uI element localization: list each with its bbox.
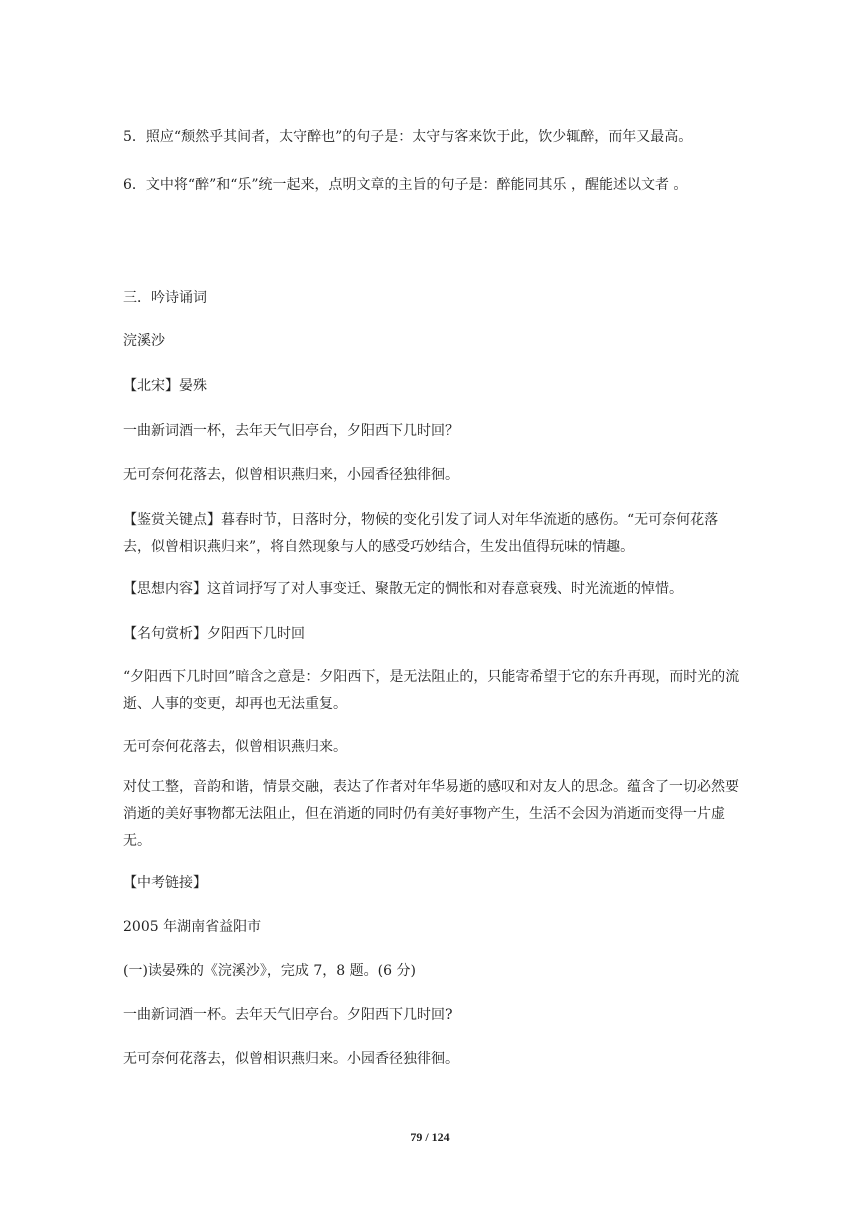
theme-paragraph: 【思想内容】这首词抒写了对人事变迁、聚散无定的惆怅和对春意衰残、时光流逝的悼惜。 xyxy=(123,581,683,597)
exam-link-heading: 【中考链接】 xyxy=(123,875,207,891)
exam-question: (一)读晏殊的《浣溪沙》，完成 7，8 题。(6 分) xyxy=(123,963,416,979)
famous-line-analysis: “夕阳西下几时回”暗含之意是：夕阳西下，是无法阻止的，只能寄希望于它的东升再现，而时光的流逝、人事的变更，却再也无法重复。 xyxy=(123,669,740,712)
poem-line-2: 无可奈何花落去，似曾相识燕归来，小园香径独徘徊。 xyxy=(123,467,459,483)
exam-poem-line-1: 一曲新词酒一杯。去年天气旧亭台。夕阳西下几时回? xyxy=(123,1007,453,1023)
poem-author: 【北宋】晏殊 xyxy=(123,378,207,394)
page-current: 79 xyxy=(410,1130,423,1144)
poem-line-1: 一曲新词酒一杯，去年天气旧亭台，夕阳西下几时回？ xyxy=(123,423,459,439)
exam-poem-line-2: 无可奈何花落去，似曾相识燕归来。小园香径独徘徊。 xyxy=(123,1051,459,1067)
page-number xyxy=(0,1130,860,1145)
page-separator: / xyxy=(422,1130,432,1144)
appreciation-paragraph: 【鉴赏关键点】暮春时节，日落时分，物候的变化引发了词人对年华流逝的感伤。“无可奈何花落去，似曾相识燕归来”，将自然现象与人的感受巧妙结合，生发出值得玩味的情趣。 xyxy=(123,512,719,555)
famous-line-2: 无可奈何花落去，似曾相识燕归来。 xyxy=(123,739,347,755)
famous-line-2-analysis: 对仗工整，音韵和谐，情景交融，表达了作者对年华易逝的感叹和对友人的思念。蕴含了一切必然要消逝的美好事物都无法阻止，但在消逝的同时仍有美好事物产生，生活不会因为消逝而变得一片虚无。 xyxy=(123,779,739,849)
poem-title: 浣溪沙 xyxy=(123,333,165,349)
page-total: 124 xyxy=(431,1130,450,1144)
section-heading: 三．吟诗诵词 xyxy=(123,290,207,306)
answer-6: 6．文中将“醉”和“乐”统一起来，点明文章的主旨的句子是：醉能同其乐 ，醒能述以文者 。 xyxy=(123,177,688,193)
exam-source: 2005 年湖南省益阳市 xyxy=(123,919,262,935)
famous-line-heading: 【名句赏析】夕阳西下几时回 xyxy=(123,626,305,642)
answer-5: 5．照应“颓然乎其间者，太守醉也”的句子是：太守与客来饮于此，饮少辄醉，而年又最高。 xyxy=(123,129,693,145)
